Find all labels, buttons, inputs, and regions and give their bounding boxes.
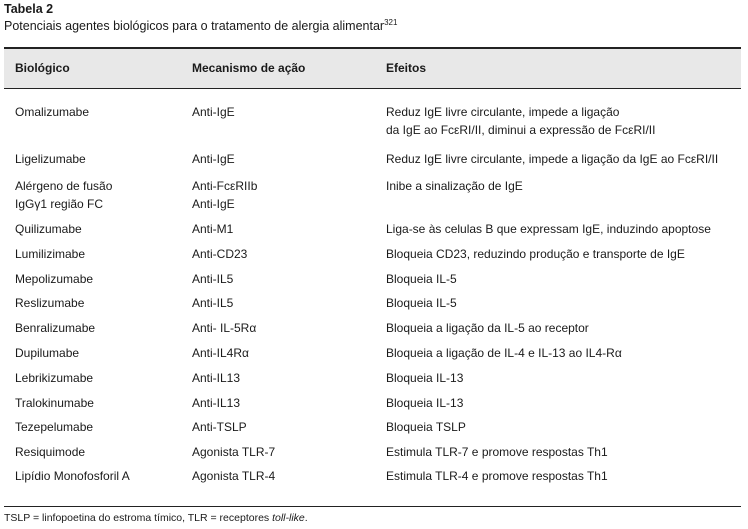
cell-efeitos: Bloqueia a ligação da IL-5 ao receptor	[386, 321, 589, 335]
cell-biologico: Omalizumabe	[15, 105, 90, 119]
cell-biologico: Lipídio Monofosforil A	[15, 469, 130, 483]
cell-biologico: Reslizumabe	[15, 296, 85, 310]
cell-efeitos: Reduz IgE livre circulante, impede a ligação	[386, 105, 620, 119]
cell-biologico: Alérgeno de fusão	[15, 179, 113, 193]
header-rule	[4, 88, 741, 89]
cell-biologico: Ligelizumabe	[15, 152, 86, 166]
footnote: TSLP = linfopoetina do estroma tímico, TLR = receptores toll-like.	[4, 512, 308, 524]
cell-biologico: Quilizumabe	[15, 222, 82, 236]
cell-biologico-line2: IgGγ1 região FC	[15, 197, 104, 211]
cell-mecanismo: Anti-IL5	[192, 296, 234, 310]
cell-biologico: Mepolizumabe	[15, 272, 94, 286]
cell-efeitos: Estimula TLR-4 e promove respostas Th1	[386, 469, 608, 483]
cell-mecanismo-line2: Anti-IgE	[192, 197, 235, 211]
column-header-efeitos: Efeitos	[386, 61, 427, 75]
cell-mecanismo: Anti- IL-5Rα	[192, 321, 257, 335]
cell-efeitos: Estimula TLR-7 e promove respostas Th1	[386, 445, 608, 459]
cell-mecanismo: Anti-CD23	[192, 247, 248, 261]
cell-mecanismo: Agonista TLR-7	[192, 445, 276, 459]
cell-efeitos: Reduz IgE livre circulante, impede a ligação da IgE ao FcεRI/II	[386, 152, 719, 166]
cell-efeitos: Bloqueia TSLP	[386, 420, 466, 434]
cell-efeitos: Bloqueia IL-13	[386, 396, 464, 410]
cell-biologico: Resiquimode	[15, 445, 86, 459]
cell-mecanismo: Anti-IgE	[192, 152, 235, 166]
cell-mecanismo: Agonista TLR-4	[192, 469, 276, 483]
cell-biologico: Benralizumabe	[15, 321, 96, 335]
cell-efeitos: Bloqueia IL-5	[386, 296, 457, 310]
bottom-rule	[4, 506, 741, 507]
cell-biologico: Dupilumabe	[15, 346, 80, 360]
cell-efeitos: Bloqueia a ligação de IL-4 e IL-13 ao IL4-Rα	[386, 346, 622, 360]
caption-reference: 321	[384, 18, 398, 27]
cell-efeitos: Inibe a sinalização de IgE	[386, 179, 523, 193]
cell-efeitos: Bloqueia IL-5	[386, 272, 457, 286]
cell-mecanismo: Anti-FcεRIIb	[192, 179, 258, 193]
cell-biologico: Lumilizimabe	[15, 247, 86, 261]
cell-mecanismo: Anti-IL4Rα	[192, 346, 249, 360]
cell-biologico: Tralokinumabe	[15, 396, 94, 410]
cell-biologico: Tezepelumabe	[15, 420, 94, 434]
table-title: Tabela 2	[4, 2, 54, 16]
cell-mecanismo: Anti-TSLP	[192, 420, 247, 434]
cell-efeitos-line2: da IgE ao FcεRI/II, diminui a expressão de FcεRI/II	[386, 123, 656, 137]
cell-efeitos: Bloqueia IL-13	[386, 371, 464, 385]
column-header-biologico: Biológico	[15, 61, 70, 75]
table-caption: Potenciais agentes biológicos para o tratamento de alergia alimentar$^{321}$	[4, 18, 398, 33]
cell-mecanismo: Anti-M1	[192, 222, 234, 236]
cell-mecanismo: Anti-IgE	[192, 105, 235, 119]
column-header-mecanismo: Mecanismo de ação	[192, 61, 306, 75]
cell-mecanismo: Anti-IL5	[192, 272, 234, 286]
cell-efeitos: Bloqueia CD23, reduzindo produção e transporte de IgE	[386, 247, 685, 261]
cell-efeitos: Liga-se às celulas B que expressam IgE, induzindo apoptose	[386, 222, 711, 236]
cell-mecanismo: Anti-IL13	[192, 396, 241, 410]
cell-mecanismo: Anti-IL13	[192, 371, 241, 385]
cell-biologico: Lebrikizumabe	[15, 371, 94, 385]
table-header	[4, 49, 741, 88]
